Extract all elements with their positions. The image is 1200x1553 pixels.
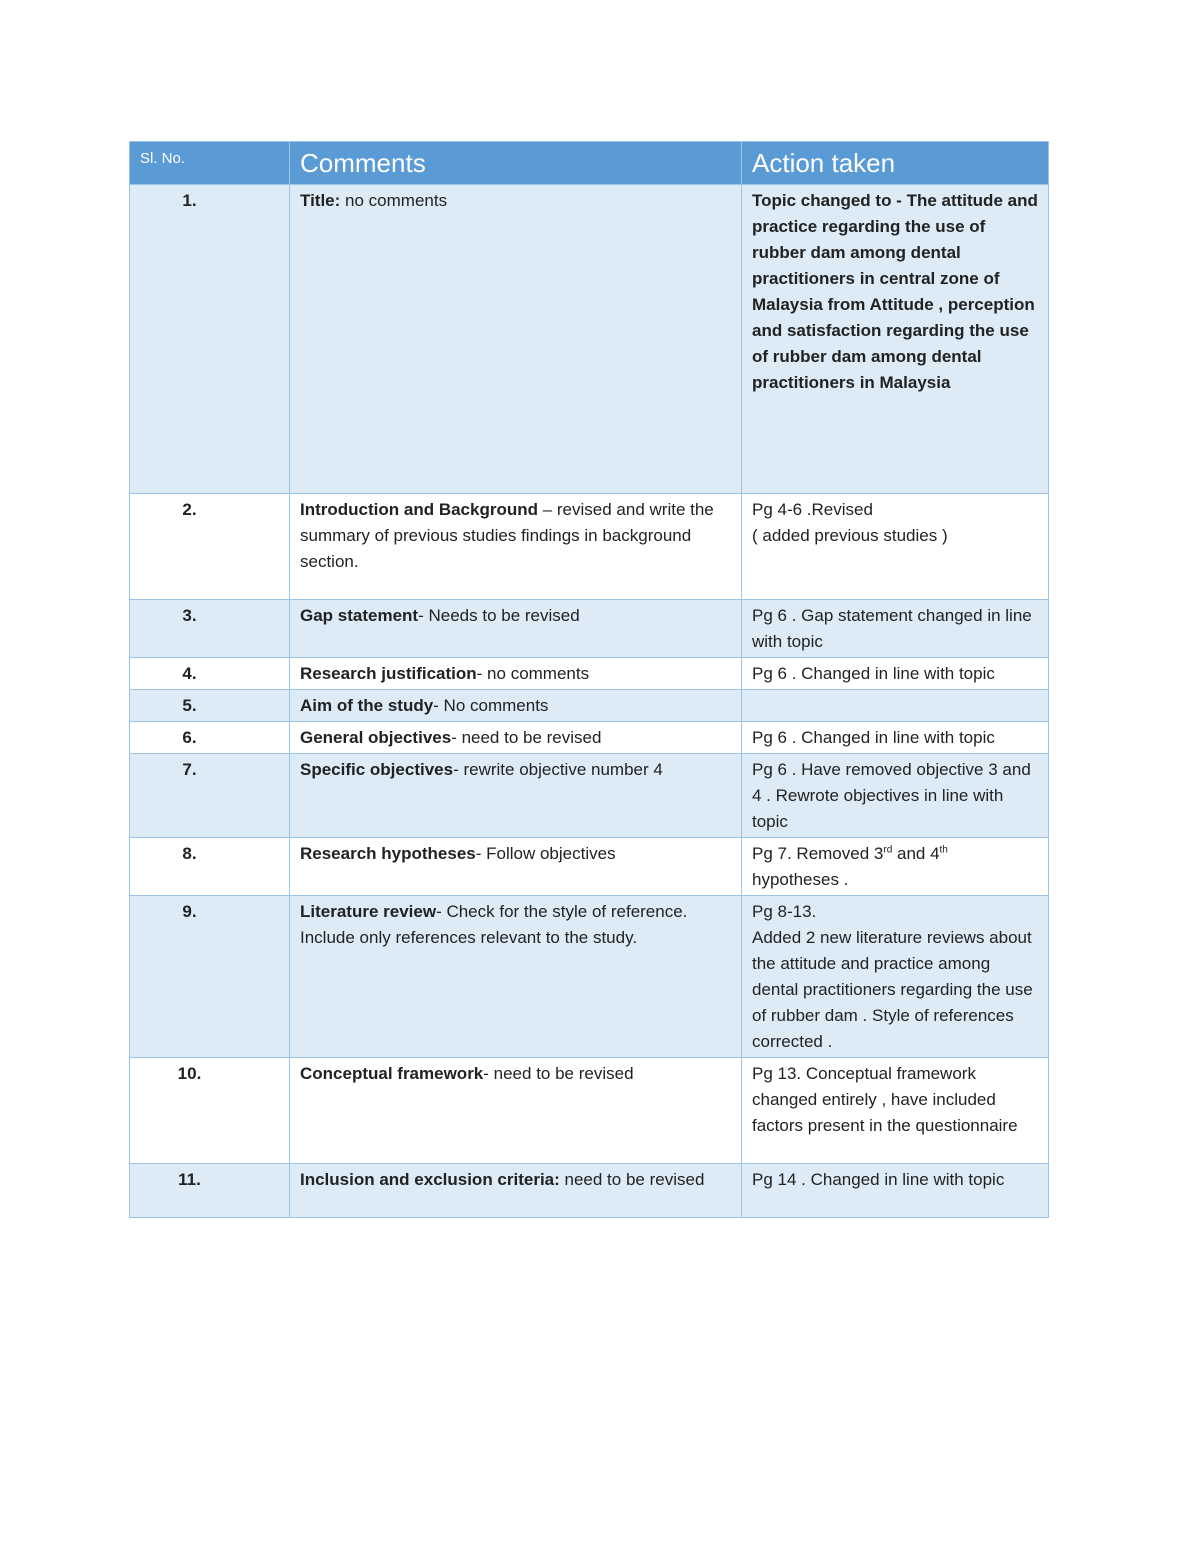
table-row [130, 754, 1049, 838]
row-number: 4. [130, 658, 290, 690]
action-line: ( added previous studies ) [752, 526, 948, 545]
action-text: hypotheses . [752, 870, 849, 889]
comment-cell [290, 838, 742, 896]
header-comments: Comments [290, 142, 742, 185]
table-row [130, 1058, 1049, 1164]
action-cell [742, 690, 1049, 722]
action-cell [742, 494, 1049, 600]
comment-text: - need to be revised [451, 728, 602, 747]
comment-cell [290, 1058, 742, 1164]
comment-label: Specific objectives [300, 760, 454, 779]
comment-label: Conceptual framework [300, 1064, 484, 1083]
comment-label: Research hypotheses [300, 844, 476, 863]
comment-cell [290, 494, 742, 600]
comment-text: - Check for the style of reference. Include only references relevant to the study. [300, 902, 688, 947]
action-cell: Pg 6 . Gap statement changed in line with topic [742, 600, 1049, 658]
table-row [130, 838, 1049, 896]
comment-label: Research justification [300, 664, 477, 683]
comment-label: Inclusion and exclusion criteria: [300, 1170, 560, 1189]
row-number: 3. [130, 600, 290, 658]
comment-cell [290, 722, 742, 754]
header-action-taken: Action taken [742, 142, 1049, 185]
table-row [130, 1164, 1049, 1218]
row-number: 9. [130, 896, 290, 1058]
table-row [130, 722, 1049, 754]
comment-cell [290, 754, 742, 838]
row-number: 6. [130, 722, 290, 754]
table-row [130, 494, 1049, 600]
header-sl-no: Sl. No. [130, 142, 290, 185]
row-number: 7. [130, 754, 290, 838]
action-line: Pg 4-6 .Revised [752, 500, 873, 519]
comment-cell [290, 185, 742, 494]
comment-label: Introduction and Background [300, 500, 538, 519]
action-line: Pg 8-13. [752, 902, 817, 921]
comment-cell [290, 896, 742, 1058]
action-text: Pg 7. Removed 3 [752, 844, 884, 863]
comment-cell [290, 658, 742, 690]
table-row [130, 185, 1049, 494]
table-row [130, 600, 1049, 658]
action-cell: Pg 13. Conceptual framework changed entirely , have included factors present in the questionnaire [742, 1058, 1049, 1164]
row-number: 10. [130, 1058, 290, 1164]
comment-label: Literature review [300, 902, 437, 921]
comment-text: need to be revised [559, 1170, 705, 1189]
ordinal-suffix: th [939, 844, 948, 856]
comment-label: Gap statement [300, 606, 419, 625]
row-number: 11. [130, 1164, 290, 1218]
action-cell: Pg 14 . Changed in line with topic [742, 1164, 1049, 1218]
action-cell [742, 896, 1049, 1058]
row-number: 5. [130, 690, 290, 722]
row-number: 1. [130, 185, 290, 494]
action-cell: Pg 6 . Changed in line with topic [742, 658, 1049, 690]
comment-text: - Needs to be revised [418, 606, 580, 625]
comment-cell [290, 690, 742, 722]
header-row [130, 142, 1049, 185]
comment-text: - rewrite objective number 4 [453, 760, 663, 779]
table-row [130, 690, 1049, 722]
comment-label: General objectives [300, 728, 452, 747]
comment-text: - no comments [476, 664, 590, 683]
row-number: 2. [130, 494, 290, 600]
comment-text: - No comments [433, 696, 549, 715]
comment-label: Aim of the study [300, 696, 434, 715]
ordinal-suffix: rd [883, 844, 893, 856]
table-row [130, 658, 1049, 690]
comment-text: no comments [340, 191, 448, 210]
row-number: 8. [130, 838, 290, 896]
review-table [129, 141, 1049, 1218]
action-cell: Pg 6 . Changed in line with topic [742, 722, 1049, 754]
comment-label: Title: [300, 191, 341, 210]
action-cell: Pg 6 . Have removed objective 3 and 4 . Rewrote objectives in line with topic [742, 754, 1049, 838]
comment-text: - need to be revised [483, 1064, 634, 1083]
action-cell: Topic changed to - The attitude and practice regarding the use of rubber dam among dental practitioners in central zone of Malaysia from Attitude , perception and satisfaction regarding the use of rubber dam among dental practitioners in Malaysia [742, 185, 1049, 494]
action-cell [742, 838, 1049, 896]
table-row [130, 896, 1049, 1058]
comment-text: - Follow objectives [475, 844, 616, 863]
comment-cell [290, 1164, 742, 1218]
comment-text: – revised and write the summary of previous studies findings in background section. [300, 500, 714, 571]
action-text: and 4 [892, 844, 940, 863]
action-line: Added 2 new literature reviews about the attitude and practice among dental practitioners regarding the use of rubber dam . Style of references corrected . [752, 928, 1033, 1051]
comment-cell [290, 600, 742, 658]
